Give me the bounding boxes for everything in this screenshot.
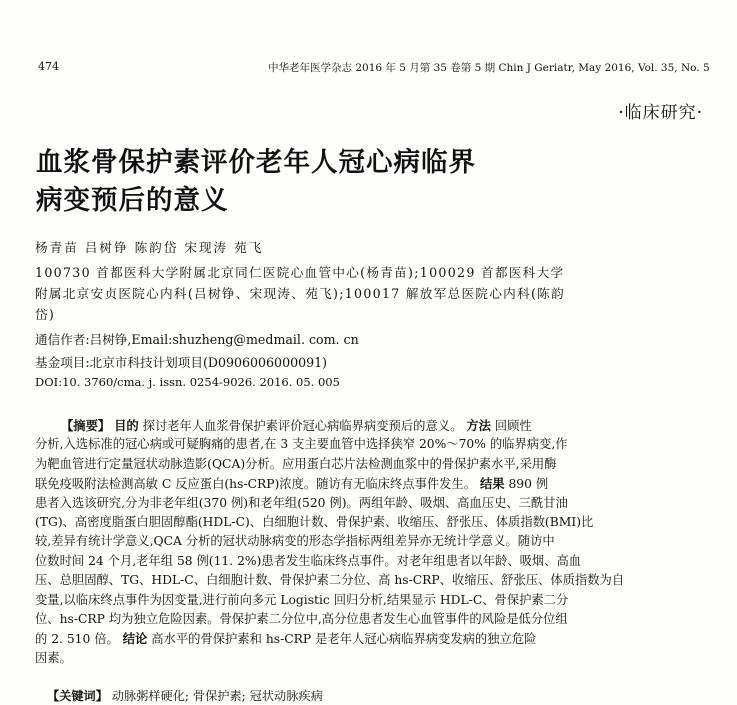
- keywords: [47, 687, 323, 704]
- section-label: ·临床研究·: [618, 103, 703, 123]
- conclusion-label: 结论: [122, 631, 148, 647]
- keywords-label: 【关键词】: [47, 689, 108, 703]
- doi: DOI:10. 3760/cma. j. issn. 0254-9026. 2016. 05. 005: [35, 375, 340, 389]
- abstract-text: 高水平的骨保护素和 hs-CRP 是老年人冠心病临界病变发病的独立危险: [147, 632, 537, 647]
- page-number: 474: [38, 60, 59, 73]
- abstract-line: 位、hs-CRP 均为独立危险因素。骨保护素二分位中,高分位患者发生心血管事件的风险是低分位组: [35, 611, 568, 626]
- article-title-line-1: 血浆骨保护素评价老年人冠心病临界: [36, 147, 476, 178]
- results-label: 结果: [479, 476, 505, 492]
- abstract: [35, 416, 708, 668]
- abstract-text: 探讨老年人血浆骨保护素评价冠心病临界病变预后的意义。: [138, 419, 467, 433]
- abstract-line: (TG)、高密度脂蛋白胆固醇酯(HDL-C)、白细胞计数、骨保护素、收缩压、舒张压、体质指数(BMI)比: [35, 514, 594, 529]
- abstract-line: 分析,入选标准的冠心病或可疑胸痛的患者,在 3 支主要血管中选择狭窄 20%～70% 的临界病变,作: [35, 437, 568, 452]
- affiliation-line-3: 岱): [35, 307, 56, 322]
- methods-label: 方法: [466, 418, 491, 433]
- objective-label: 目的: [114, 418, 139, 433]
- abstract-line: 为靶血管进行定量冠状动脉造影(QCA)分析。应用蛋白芯片法检测血浆中的骨保护素水平,采用酶: [35, 456, 557, 471]
- article-title-line-2: 病变预后的意义: [36, 185, 229, 216]
- abstract-line: [35, 474, 708, 493]
- keywords-text: 动脉粥样硬化; 骨保护素; 冠状动脉疾病: [107, 689, 323, 703]
- affiliation-line-2: 附属北京安贞医院心内科(吕树铮、宋现涛、苑飞);100017 解放军总医院心内科(陈韵: [35, 286, 565, 301]
- abstract-text: 890 例: [504, 477, 549, 492]
- abstract-label: 【摘要】: [61, 418, 111, 433]
- abstract-line: 较,差异有统计学意义,QCA 分析的冠状动脉病变的形态学指标两组差异亦无统计学意义。随访中: [35, 534, 555, 549]
- abstract-line: 压、总胆固醇、TG、HDL-C、白细胞计数、骨保护素二分位、高 hs-CRP、收缩压、舒张压、体质指数为自: [35, 573, 625, 588]
- abstract-text: 联免疫吸附法检测高敏 C 反应蛋白(hs-CRP)浓度。随访有无临床终点事件发生。: [35, 477, 480, 492]
- funding-info: 基金项目:北京市科技计划项目(D0906006000091): [35, 355, 328, 370]
- abstract-line: 因素。: [35, 650, 72, 665]
- author-list: 杨青苗 吕树铮 陈韵岱 宋现涛 苑飞: [35, 240, 264, 255]
- running-head: 中华老年医学杂志 2016 年 5 月第 35 卷第 5 期 Chin J Geriatr, May 2016, Vol. 35, No. 5: [268, 62, 710, 74]
- corresponding-author: 通信作者:吕树铮,Email:shuzheng@medmail. com. cn: [35, 332, 359, 347]
- abstract-text: 回顾性: [490, 419, 532, 433]
- abstract-text: 的 2. 510 倍。: [35, 632, 123, 647]
- affiliation-line-1: 100730 首都医科大学附属北京同仁医院心血管中心(杨青苗);100029 首都医科大学: [35, 265, 565, 280]
- abstract-line: 位数时间 24 个月,老年组 58 例(11. 2%)患者发生临床终点事件。对老年组患者以年龄、吸烟、高血: [35, 553, 582, 568]
- abstract-line: [35, 629, 708, 648]
- abstract-line: 变量,以临床终点事件为因变量,进行前向多元 Logistic 回归分析,结果显示 HDL-C、骨保护素二分: [35, 592, 569, 607]
- abstract-line: 患者入选该研究,分为非老年组(370 例)和老年组(520 例)。两组年龄、吸烟、高血压史、三酰甘油: [35, 495, 568, 510]
- abstract-line: [35, 416, 708, 435]
